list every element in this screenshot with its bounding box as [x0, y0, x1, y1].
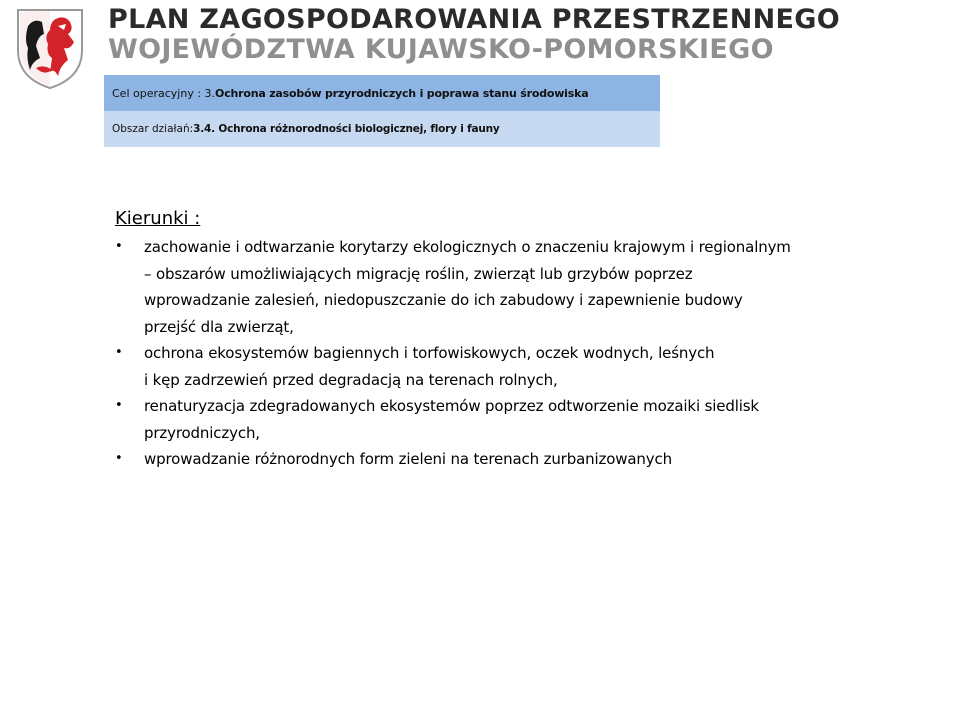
list-item-line: i kęp zadrzewień przed degradacją na terenach rolnych,	[144, 370, 558, 389]
title-line-1: PLAN ZAGOSPODAROWANIA PRZESTRZENNEGO	[108, 4, 840, 35]
bullet-icon: •	[115, 451, 123, 466]
list-item	[115, 393, 915, 446]
objective-label: Cel operacyjny : 3.	[112, 86, 216, 100]
crest-icon	[14, 6, 86, 90]
bullet-icon: •	[115, 398, 123, 413]
bullet-icon: •	[115, 345, 123, 360]
directions-list	[115, 234, 915, 473]
directions-section	[115, 206, 915, 473]
list-item	[115, 340, 915, 393]
title-line-2: WOJEWÓDZTWA KUJAWSKO-POMORSKIEGO	[108, 34, 774, 65]
list-item-line: wprowadzanie różnorodnych form zieleni na terenach zurbanizowanych	[144, 450, 672, 468]
list-item	[115, 446, 915, 473]
bullet-icon: •	[115, 239, 123, 254]
list-item	[115, 234, 915, 340]
action-area-box	[104, 111, 660, 147]
list-item-line: przyrodniczych,	[144, 423, 260, 442]
list-item-line: wprowadzanie zalesień, niedopuszczanie do ich zabudowy i zapewnienie budowy	[144, 291, 743, 309]
objective-value: Ochrona zasobów przyrodniczych i poprawa stanu środowiska	[215, 86, 589, 100]
list-item-line: ochrona ekosystemów bagiennych i torfowiskowych, oczek wodnych, leśnych	[144, 344, 715, 362]
list-item-line: renaturyzacja zdegradowanych ekosystemów poprzez odtworzenie mozaiki siedlisk	[144, 397, 759, 415]
area-value: 3.4. Ochrona różnorodności biologicznej, flory i fauny	[193, 123, 500, 135]
list-item-line: przejść dla zwierząt,	[144, 317, 294, 336]
list-item-line: zachowanie i odtwarzanie korytarzy ekologicznych o znaczeniu krajowym i regionalnym	[144, 238, 791, 256]
operational-objective-box	[104, 75, 660, 111]
document-title	[108, 5, 948, 65]
area-label: Obszar działań:	[112, 123, 194, 135]
directions-heading: Kierunki :	[115, 208, 201, 229]
list-item-line: – obszarów umożliwiających migrację roślin, zwierząt lub grzybów poprzez	[144, 264, 693, 283]
